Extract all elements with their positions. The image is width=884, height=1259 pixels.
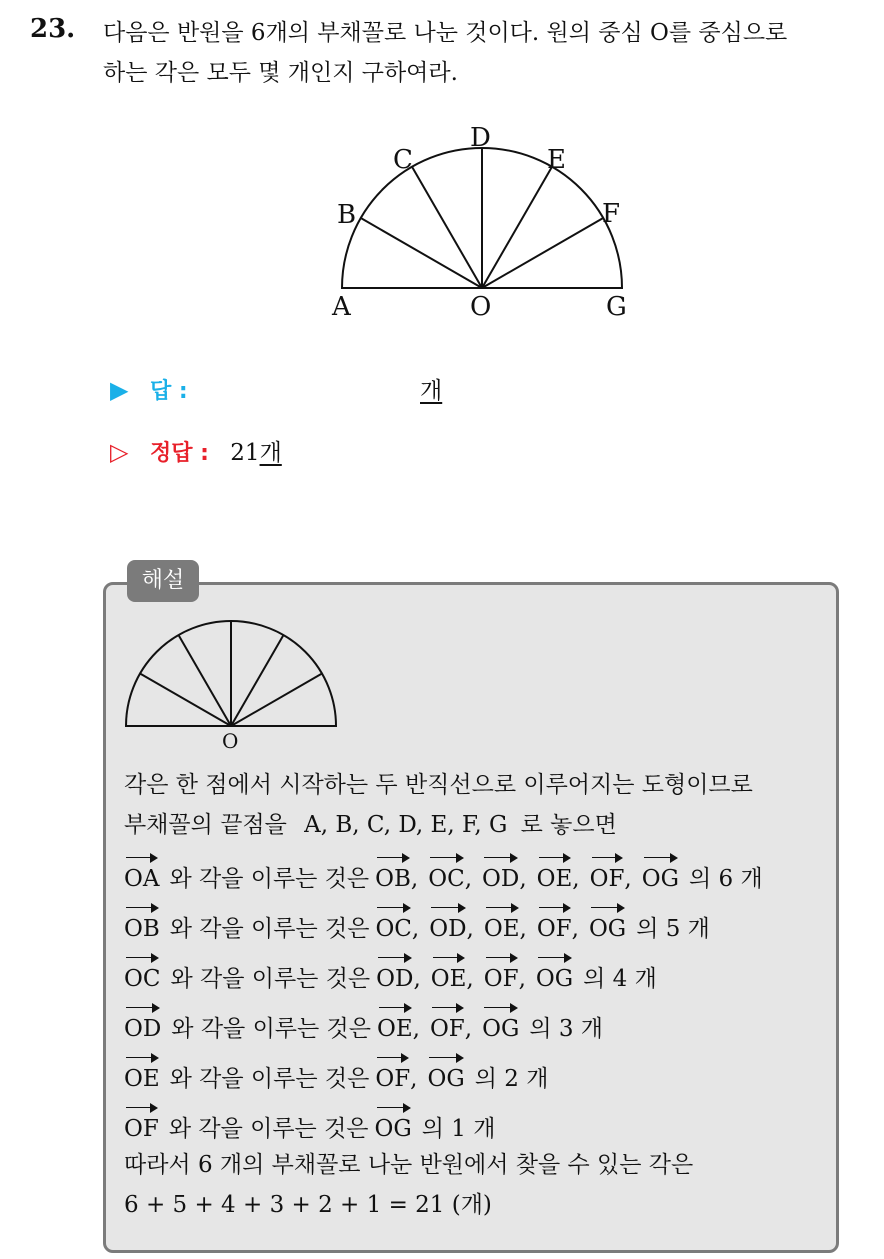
point-label-a: A: [332, 292, 351, 322]
vector-row: [124, 1005, 763, 1055]
radius-of: [482, 218, 603, 288]
vector-row-count: 의 1 개: [421, 1116, 496, 1142]
question-line-1: 다음은 반원을 6개의 부채꼴로 나눈 것이다. 원의 중심 O를 중심으로: [103, 20, 788, 46]
vector-base: OC: [124, 955, 160, 999]
vector-other: OG: [427, 1055, 464, 1099]
point-label-f: F: [602, 199, 621, 229]
comma: ,: [519, 916, 527, 942]
point-label-e: E: [547, 145, 566, 175]
comma: ,: [412, 1016, 420, 1042]
explanation-semicircle-figure: [118, 618, 348, 758]
explanation-radius-1: [140, 674, 231, 727]
outline-triangle-icon: ▷: [110, 438, 129, 466]
explanation-conclusion-1: 따라서 6 개의 부채꼴로 나눈 반원에서 찾을 수 있는 각은: [124, 1152, 694, 1178]
vector-base: OF: [124, 1105, 159, 1149]
vector-other: OC: [375, 905, 411, 949]
vector-row-count: 의 6 개: [688, 866, 763, 892]
point-label-o: O: [470, 292, 492, 322]
comma: ,: [410, 1066, 418, 1092]
vector-base: OB: [124, 905, 160, 949]
comma: ,: [411, 916, 420, 942]
play-triangle-icon: ▶: [110, 376, 129, 404]
vector-base: OE: [124, 1055, 160, 1099]
vector-row: [124, 955, 763, 1005]
vector-row-count: 의 2 개: [474, 1066, 549, 1092]
vector-row: [124, 1105, 763, 1145]
comma: ,: [571, 916, 579, 942]
radius-oc: [412, 167, 482, 288]
correct-unit: 개: [259, 440, 282, 466]
question-number: 23.: [30, 14, 76, 44]
answer-label: 답 :: [150, 379, 188, 404]
explanation-conclusion-2: 6 + 5 + 4 + 3 + 2 + 1 = 21 (개): [124, 1192, 492, 1218]
vector-other: OG: [375, 1105, 412, 1149]
vector-row: [124, 855, 763, 905]
comma: ,: [410, 866, 419, 892]
comma: ,: [624, 866, 632, 892]
vector-row: [124, 905, 763, 955]
comma: ,: [464, 866, 473, 892]
explanation-line-1: 각은 한 점에서 시작하는 두 반직선으로 이루어지는 도형이므로: [124, 772, 753, 798]
comma: ,: [519, 866, 527, 892]
explanation-radius-2: [179, 635, 232, 726]
comma: ,: [466, 966, 474, 992]
explanation-points: A, B, C, D, E, F, G: [304, 812, 508, 838]
vector-row-count: 의 5 개: [636, 916, 710, 942]
radius-ob: [361, 218, 482, 288]
comma: ,: [572, 866, 580, 892]
correct-value: 21: [230, 440, 260, 466]
vector-row-count: 의 3 개: [529, 1016, 604, 1042]
question-line-2: 하는 각은 모두 몇 개인지 구하여라.: [103, 60, 458, 86]
vector-other: OG: [642, 855, 679, 899]
explanation-line-2-prefix: 부채꼴의 끝점을: [124, 812, 287, 838]
vector-base: OA: [124, 855, 159, 899]
vector-other: OD: [482, 855, 519, 899]
point-label-g: G: [606, 292, 627, 322]
vector-other: OE: [537, 855, 573, 899]
explanation-radius-4: [231, 635, 284, 726]
vector-other: OE: [431, 955, 467, 999]
explanation-text: [124, 765, 763, 1225]
comma: ,: [466, 916, 474, 942]
vector-other: OE: [377, 1005, 413, 1049]
vector-row-mid-text: 와 각을 이루는 것은: [169, 1066, 370, 1092]
vector-other: OD: [376, 955, 413, 999]
correct-answer-row: [110, 434, 282, 467]
comma: ,: [518, 966, 526, 992]
vector-rows: [124, 855, 763, 1145]
vector-row-mid-text: 와 각을 이루는 것은: [170, 966, 371, 992]
answer-unit: 개: [420, 378, 443, 404]
vector-other: OF: [537, 905, 572, 949]
explanation-line-2: [124, 805, 763, 855]
correct-label: 정답 :: [150, 441, 209, 466]
vector-other: OE: [484, 905, 520, 949]
vector-row-count: 의 4 개: [583, 966, 657, 992]
comma: ,: [413, 966, 421, 992]
vector-other: OB: [375, 855, 411, 899]
vector-other: OG: [536, 955, 573, 999]
explanation-tag: 해설: [127, 560, 199, 602]
vector-base: OD: [124, 1005, 161, 1049]
vector-row-mid-text: 와 각을 이루는 것은: [171, 1016, 371, 1042]
vector-other: OG: [482, 1005, 519, 1049]
vector-row-mid-text: 와 각을 이루는 것은: [169, 866, 370, 892]
point-label-b: B: [337, 200, 357, 230]
vector-row-mid-text: 와 각을 이루는 것은: [169, 916, 370, 942]
answer-row: [110, 372, 442, 405]
explanation-radius-5: [231, 674, 322, 727]
vector-row-mid-text: 와 각을 이루는 것은: [168, 1116, 369, 1142]
vector-other: OC: [428, 855, 464, 899]
vector-other: OF: [375, 1055, 410, 1099]
vector-row: [124, 1055, 763, 1105]
question-text: [103, 13, 873, 93]
radius-oe: [482, 167, 552, 288]
explanation-center-label: O: [222, 729, 239, 753]
point-label-d: D: [470, 123, 491, 153]
semicircle-figure: [320, 118, 640, 328]
comma: ,: [464, 1016, 473, 1042]
point-label-c: C: [393, 145, 413, 175]
explanation-line-2-suffix: 로 놓으면: [520, 812, 617, 838]
vector-other: OF: [590, 855, 625, 899]
vector-other: OD: [429, 905, 466, 949]
vector-other: OF: [484, 955, 519, 999]
vector-other: OF: [430, 1005, 465, 1049]
vector-other: OG: [589, 905, 626, 949]
